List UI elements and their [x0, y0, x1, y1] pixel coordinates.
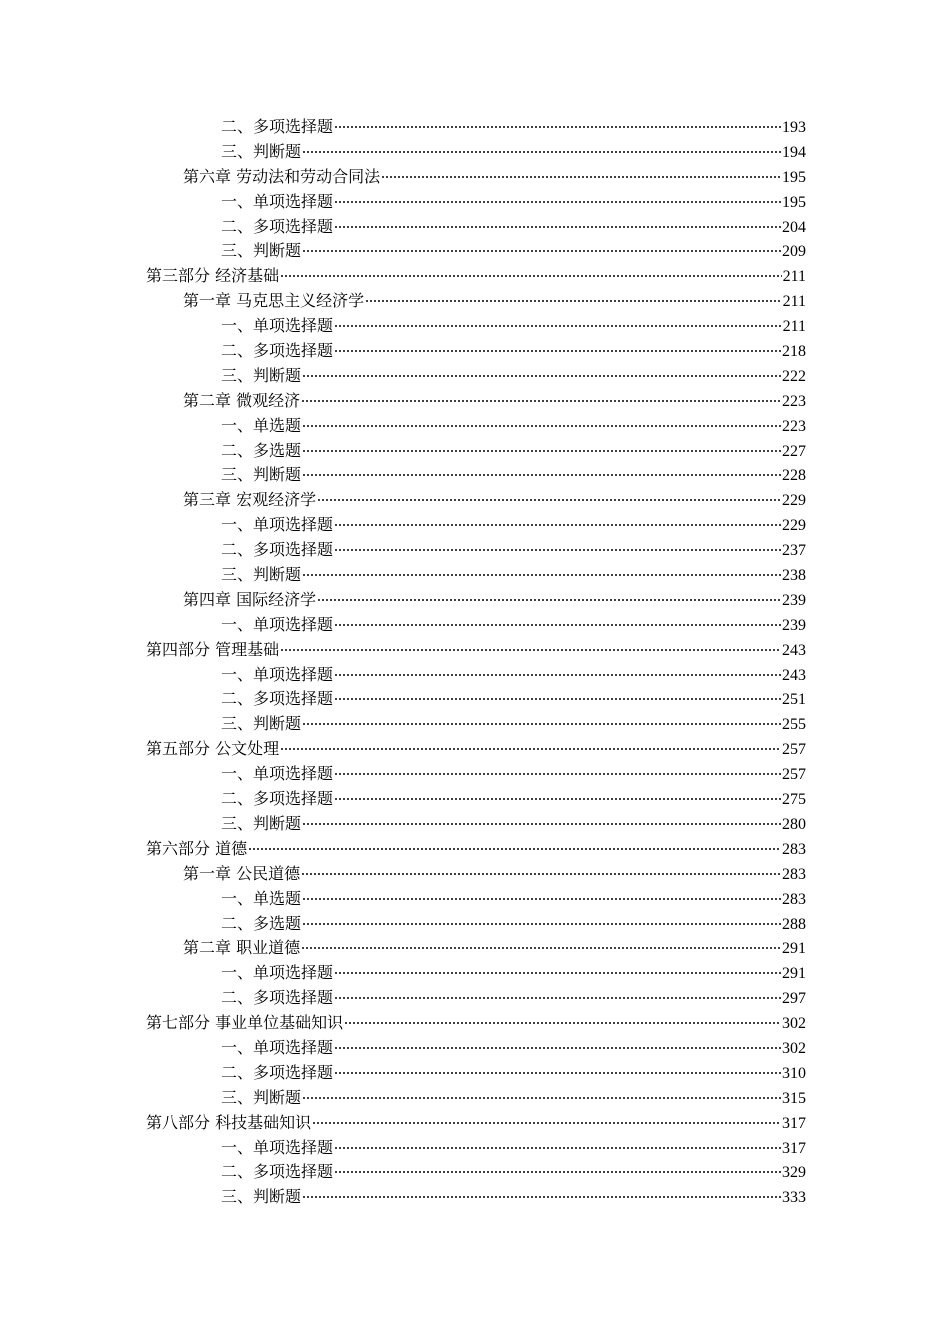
toc-entry-title: 三、判断题: [221, 141, 302, 161]
dot-leader: [301, 947, 781, 949]
toc-entry-title: 一、单选题: [221, 415, 302, 435]
toc-entry[interactable]: [146, 190, 806, 215]
toc-entry-title: 一、单项选择题: [221, 515, 334, 535]
dot-leader: [317, 599, 781, 601]
toc-entry[interactable]: [146, 389, 806, 414]
toc-entry[interactable]: [146, 289, 806, 314]
toc-entry[interactable]: [146, 887, 806, 912]
dot-leader: [365, 300, 782, 302]
toc-entry[interactable]: [146, 1185, 806, 1210]
toc-entry-title: 二、多项选择题: [221, 341, 334, 361]
toc-entry-page-number: 283: [782, 865, 806, 883]
toc-entry[interactable]: [146, 588, 806, 613]
dot-leader: [317, 499, 781, 501]
dot-leader: [280, 748, 781, 750]
dot-leader: [334, 674, 781, 676]
toc-entry-page-number: 195: [782, 168, 806, 186]
toc-entry-page-number: 302: [782, 1039, 806, 1057]
dot-leader: [334, 798, 781, 800]
dot-leader: [344, 1022, 781, 1024]
toc-entry[interactable]: [146, 712, 806, 737]
toc-entry[interactable]: [146, 439, 806, 464]
toc-entry-title: 三、判断题: [221, 813, 302, 833]
toc-entry[interactable]: [146, 339, 806, 364]
toc-entry[interactable]: [146, 414, 806, 439]
toc-entry-page-number: 193: [782, 119, 806, 136]
toc-entry[interactable]: [146, 687, 806, 712]
toc-entry-page-number: 255: [782, 716, 806, 734]
toc-entry-page-number: 204: [782, 218, 806, 236]
toc-entry-title: 第六部分 道德: [146, 838, 248, 858]
dot-leader: [334, 624, 781, 626]
dot-leader: [334, 201, 781, 203]
toc-entry[interactable]: [146, 538, 806, 563]
toc-entry[interactable]: [146, 762, 806, 787]
toc-entry-title: 一、单项选择题: [221, 614, 334, 634]
toc-entry-title: 一、单选题: [221, 888, 302, 908]
toc-entry-page-number: 257: [782, 766, 806, 784]
toc-entry-page-number: 229: [782, 517, 806, 535]
toc-entry-title: 第一章 马克思主义经济学: [183, 291, 365, 311]
dot-leader: [302, 151, 781, 153]
toc-entry-title: 第五部分 公文处理: [146, 739, 280, 759]
toc-entry-page-number: 251: [782, 691, 806, 709]
toc-entry-title: 三、判断题: [221, 465, 302, 485]
toc-entry[interactable]: [146, 563, 806, 588]
toc-entry-title: 第四部分 管理基础: [146, 639, 280, 659]
toc-entry-title: 第三部分 经济基础: [146, 266, 280, 286]
dot-leader: [334, 126, 781, 128]
toc-entry[interactable]: [146, 488, 806, 513]
table-of-contents: [146, 115, 806, 1210]
toc-entry[interactable]: [146, 613, 806, 638]
toc-entry[interactable]: [146, 1160, 806, 1185]
toc-entry-title: 三、判断题: [221, 565, 302, 585]
toc-entry-page-number: 239: [782, 591, 806, 609]
toc-entry-title: 第二章 职业道德: [183, 938, 301, 958]
dot-leader: [334, 997, 781, 999]
toc-entry[interactable]: [146, 837, 806, 862]
dot-leader: [302, 450, 781, 452]
toc-entry-page-number: 218: [782, 343, 806, 361]
toc-entry[interactable]: [146, 239, 806, 264]
toc-entry[interactable]: [146, 1086, 806, 1111]
toc-entry-title: 一、单项选择题: [221, 764, 334, 784]
toc-entry[interactable]: [146, 1036, 806, 1061]
toc-entry[interactable]: [146, 115, 806, 140]
toc-entry-title: 二、多项选择题: [221, 789, 334, 809]
toc-entry-title: 三、判断题: [221, 1087, 302, 1107]
toc-entry[interactable]: [146, 787, 806, 812]
toc-entry[interactable]: [146, 314, 806, 339]
toc-entry[interactable]: [146, 1111, 806, 1136]
dot-leader: [334, 972, 781, 974]
dot-leader: [334, 226, 781, 228]
toc-entry-page-number: 222: [782, 367, 806, 385]
toc-entry[interactable]: [146, 215, 806, 240]
dot-leader: [302, 1196, 781, 1198]
toc-entry-title: 二、多项选择题: [221, 1062, 334, 1082]
toc-entry-title: 一、单项选择题: [221, 1137, 334, 1157]
toc-entry-page-number: 227: [782, 442, 806, 460]
toc-entry-page-number: 211: [782, 318, 806, 336]
toc-entry-page-number: 238: [782, 567, 806, 585]
toc-entry[interactable]: [146, 364, 806, 389]
dot-leader: [302, 474, 781, 476]
dot-leader: [302, 898, 781, 900]
dot-leader: [280, 649, 781, 651]
dot-leader: [302, 425, 781, 427]
dot-leader: [312, 1122, 781, 1124]
toc-entry-title: 三、判断题: [221, 1187, 302, 1207]
toc-entry-title: 二、多项选择题: [221, 988, 334, 1008]
dot-leader: [381, 176, 781, 178]
dot-leader: [302, 923, 781, 925]
toc-entry-page-number: 195: [782, 193, 806, 211]
toc-entry-page-number: 291: [782, 940, 806, 958]
toc-entry-page-number: 228: [782, 467, 806, 485]
toc-entry-title: 二、多选题: [221, 440, 302, 460]
dot-leader: [334, 1171, 781, 1173]
toc-entry-title: 一、单项选择题: [221, 1037, 334, 1057]
toc-entry-page-number: 288: [782, 915, 806, 933]
dot-leader: [334, 1047, 781, 1049]
toc-entry-title: 三、判断题: [221, 714, 302, 734]
toc-entry-page-number: 283: [782, 840, 806, 858]
toc-entry-page-number: 194: [782, 143, 806, 161]
toc-entry-title: 三、判断题: [221, 241, 302, 261]
toc-entry-page-number: 275: [782, 791, 806, 809]
dot-leader: [302, 723, 781, 725]
toc-entry-title: 第六章 劳动法和劳动合同法: [183, 166, 381, 186]
toc-entry-title: 一、单项选择题: [221, 963, 334, 983]
toc-entry[interactable]: [146, 264, 806, 289]
dot-leader: [302, 823, 781, 825]
dot-leader: [248, 848, 781, 850]
toc-entry[interactable]: [146, 463, 806, 488]
toc-entry-title: 二、多项选择题: [221, 689, 334, 709]
toc-entry-page-number: 291: [782, 965, 806, 983]
dot-leader: [334, 524, 781, 526]
dot-leader: [302, 375, 781, 377]
toc-entry-title: 二、多项选择题: [221, 216, 334, 236]
toc-entry-title: 一、单项选择题: [221, 316, 334, 336]
dot-leader: [334, 325, 782, 327]
toc-entry[interactable]: [146, 1136, 806, 1161]
toc-entry-title: 一、单项选择题: [221, 664, 334, 684]
toc-entry[interactable]: [146, 936, 806, 961]
toc-entry[interactable]: [146, 812, 806, 837]
dot-leader: [334, 350, 781, 352]
dot-leader: [334, 549, 781, 551]
dot-leader: [301, 400, 781, 402]
dot-leader: [334, 698, 781, 700]
toc-entry-title: 二、多项选择题: [221, 540, 334, 560]
toc-entry-page-number: 243: [782, 641, 806, 659]
toc-entry-title: 三、判断题: [221, 365, 302, 385]
toc-entry-page-number: 315: [782, 1089, 806, 1107]
toc-entry[interactable]: [146, 961, 806, 986]
toc-entry[interactable]: [146, 638, 806, 663]
toc-entry[interactable]: [146, 165, 806, 190]
toc-entry-title: 二、多选题: [221, 913, 302, 933]
toc-entry[interactable]: [146, 912, 806, 937]
toc-entry-page-number: 223: [782, 417, 806, 435]
dot-leader: [334, 773, 781, 775]
toc-entry-page-number: 317: [782, 1139, 806, 1157]
toc-entry-title: 第四章 国际经济学: [183, 589, 317, 609]
dot-leader: [334, 1072, 781, 1074]
toc-entry-page-number: 223: [782, 392, 806, 410]
toc-entry[interactable]: [146, 737, 806, 762]
toc-entry-title: 第三章 宏观经济学: [183, 490, 317, 510]
toc-entry-page-number: 211: [782, 268, 806, 286]
toc-entry-page-number: 317: [782, 1114, 806, 1132]
toc-entry-title: 一、单项选择题: [221, 191, 334, 211]
toc-entry-title: 第八部分 科技基础知识: [146, 1112, 312, 1132]
toc-entry-page-number: 239: [782, 616, 806, 634]
toc-entry-page-number: 283: [782, 890, 806, 908]
toc-entry-page-number: 209: [782, 243, 806, 261]
toc-entry-page-number: 229: [782, 492, 806, 510]
toc-entry[interactable]: [146, 862, 806, 887]
dot-leader: [280, 275, 782, 277]
toc-entry-page-number: 302: [782, 1015, 806, 1033]
toc-entry-page-number: 237: [782, 542, 806, 560]
toc-entry-page-number: 257: [782, 741, 806, 759]
toc-entry[interactable]: [146, 513, 806, 538]
toc-entry[interactable]: [146, 986, 806, 1011]
toc-entry-page-number: 329: [782, 1164, 806, 1182]
toc-entry[interactable]: [146, 663, 806, 688]
dot-leader: [302, 1097, 781, 1099]
toc-entry-page-number: 211: [782, 293, 806, 311]
toc-entry-page-number: 310: [782, 1064, 806, 1082]
toc-entry-title: 第七部分 事业单位基础知识: [146, 1013, 344, 1033]
toc-entry-title: 第一章 公民道德: [183, 863, 301, 883]
toc-entry-page-number: 243: [782, 666, 806, 684]
toc-entry-title: 二、多项选择题: [221, 1162, 334, 1182]
toc-entry-page-number: 280: [782, 815, 806, 833]
dot-leader: [334, 1147, 781, 1149]
toc-entry-page-number: 297: [782, 990, 806, 1008]
toc-entry-page-number: 333: [782, 1189, 806, 1207]
dot-leader: [301, 873, 781, 875]
toc-entry-title: 第二章 微观经济: [183, 390, 301, 410]
toc-entry[interactable]: [146, 1011, 806, 1036]
toc-entry[interactable]: [146, 140, 806, 165]
toc-entry[interactable]: [146, 1061, 806, 1086]
dot-leader: [302, 250, 781, 252]
dot-leader: [302, 574, 781, 576]
toc-entry-title: 二、多项选择题: [221, 117, 334, 136]
